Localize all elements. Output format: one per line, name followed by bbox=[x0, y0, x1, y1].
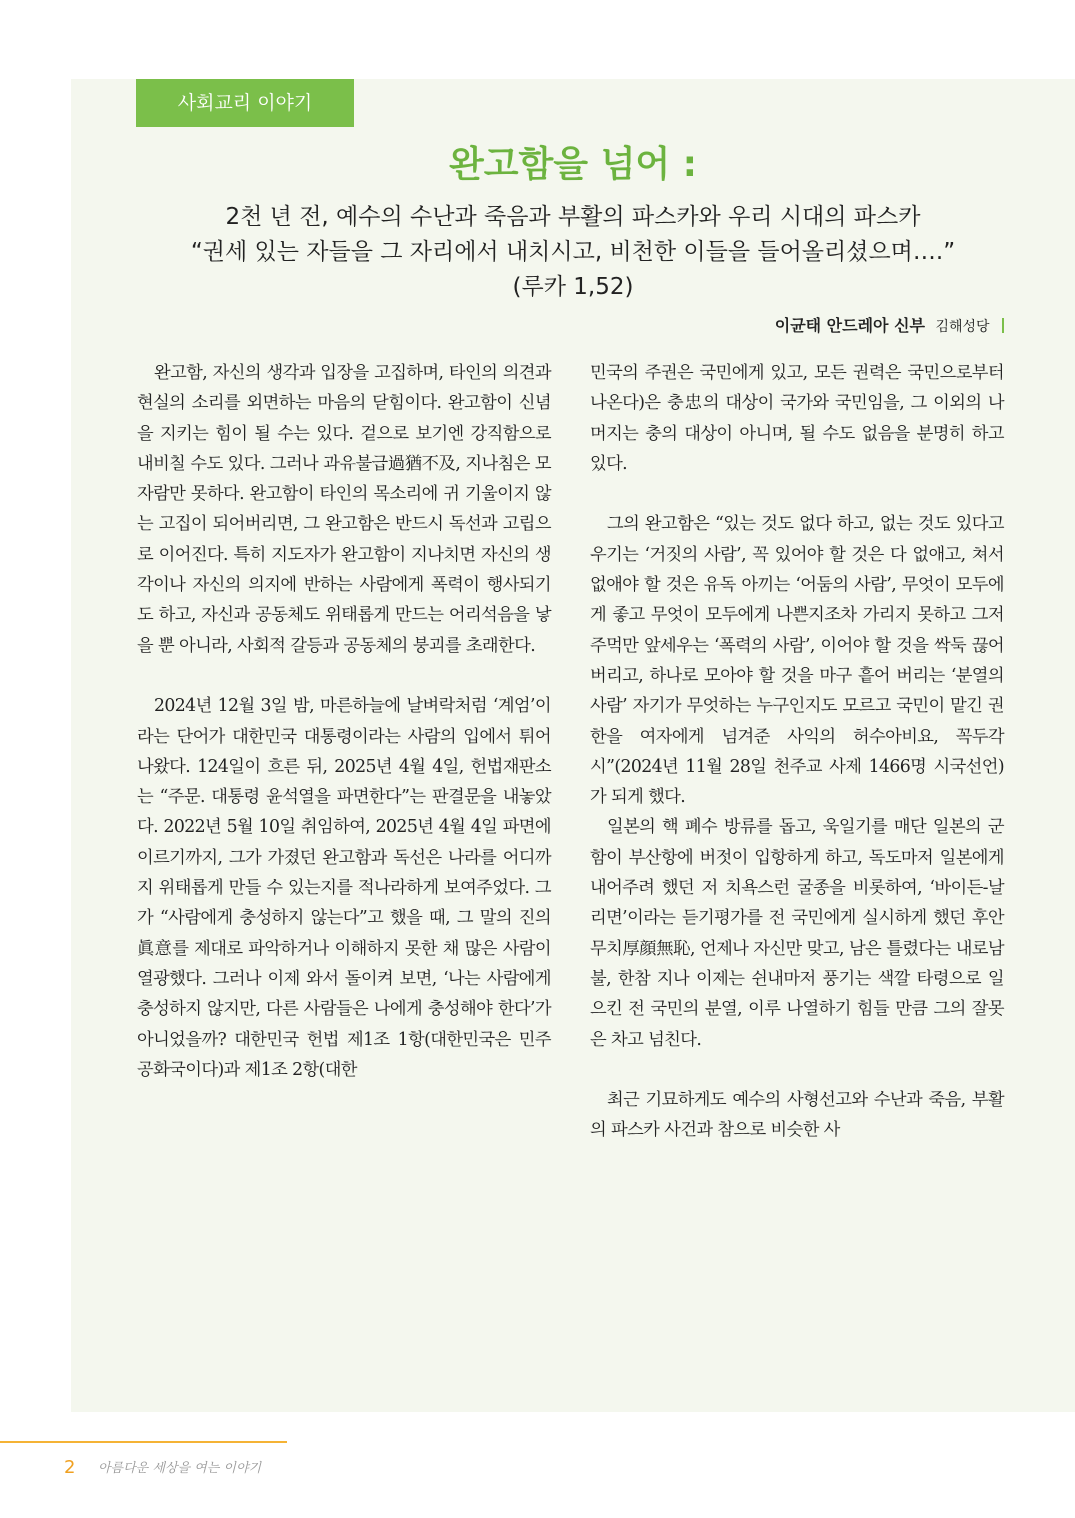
byline-divider bbox=[1002, 318, 1004, 333]
body-column-left bbox=[137, 358, 551, 1085]
author-byline bbox=[775, 315, 1004, 338]
footer-rule bbox=[0, 1441, 287, 1443]
paragraph: 그의 완고함은 “있는 것도 없다 하고, 없는 것도 있다고 우기는 ‘거짓의 사람’, 꼭 있어야 할 것은 다 없애고, 쳐서 없애야 할 것은 유독 아끼는 ‘어둠의 사람’, 무엇이 모두에게 좋고 무엇이 모두에게 나쁜지조차 가리지 못하고 그저 주먹만 앞세우는 ‘폭력의 사람’, 이어야 할 것을 싹둑 끊어 버리고, 하나로 모아야 할 것을 마구 흩어 버리는 ‘분열의 사람’ 자기가 무엇하는 누구인지도 모르고 국민이 맡긴 권한을 여자에게 넘겨준 사익의 허수아비요, 꼭두각시”(2024년 11월 28일 천주교 사제 1466명 시국선언)가 되게 했다. bbox=[590, 514, 1004, 808]
paragraph: 일본의 핵 폐수 방류를 돕고, 욱일기를 매단 일본의 군함이 부산항에 버젓이 입항하게 하고, 독도마저 일본에게 내어주려 했던 저 치욕스런 굴종을 비롯하여, ‘바이든-날리면’이라는 듣기평가를 전 국민에게 실시하게 했던 후안무치厚顔無恥, 언제나 자신만 맞고, 남은 틀렸다는 내로남불, 한참 지나 이제는 쉰내마저 풍기는 색깔 타령으로 일으킨 전 국민의 분열, 이루 나열하기 힘들 만큼 그의 잘못은 차고 넘친다. bbox=[590, 817, 1004, 1050]
subtitle-line: “권세 있는 자들을 그 자리에서 내치시고, 비천한 이들을 들어올리셨으며….” bbox=[190, 239, 956, 265]
subtitle-line: (루카 1,52) bbox=[512, 274, 634, 300]
section-tag: 사회교리 이야기 bbox=[136, 79, 354, 127]
paragraph: 민국의 주권은 국민에게 있고, 모든 권력은 국민으로부터 나온다)은 충忠의 대상이 국가와 국민임을, 그 이외의 나머지는 충의 대상이 아니며, 될 수도 없음을 분명히 하고 있다. bbox=[590, 363, 1004, 474]
paragraph: 최근 기묘하게도 예수의 사형선고와 수난과 죽음, 부활의 파스카 사건과 참으로 비슷한 사 bbox=[590, 1090, 1004, 1141]
paragraph: 2024년 12월 3일 밤, 마른하늘에 날벼락처럼 ‘계엄’이라는 단어가 대한민국 대통령이라는 사람의 입에서 튀어나왔다. 124일이 흐른 뒤, 2025년 4월 4일, 헌법재판소는 “주문. 대통령 윤석열을 파면한다”는 판결문을 내놓았다. 2022년 5월 10일 취임하여, 2025년 4월 4일 파면에 이르기까지, 그가 가졌던 완고함과 독선은 나라를 어디까지 위태롭게 만들 수 있는지를 적나라하게 보여주었다. 그가 “사람에게 충성하지 않는다”고 했을 때, 그 말의 진의眞意를 제대로 파악하거나 이해하지 못한 채 많은 사람이 열광했다. 그러나 이제 와서 돌이켜 보면, ‘나는 사람에게 충성하지 않지만, 다른 사람들은 나에게 충성해야 한다’가 아니었을까? 대한민국 헌법 제1조 1항(대한민국은 민주공화국이다)과 제1조 2항(대한 bbox=[137, 696, 551, 1080]
author-parish: 김해성당 bbox=[935, 319, 990, 335]
article-title: 완고함을 넘어 : bbox=[448, 144, 698, 185]
publication-name: 아름다운 세상을 여는 이야기 bbox=[98, 1461, 262, 1476]
paragraph: 완고함, 자신의 생각과 입장을 고집하며, 타인의 의견과 현실의 소리를 외면하는 마음의 닫힘이다. 완고함이 신념을 지키는 힘이 될 수는 있다. 겉으로 보기엔 강직함으로 내비칠 수도 있다. 그러나 과유불급過猶不及, 지나침은 모자람만 못하다. 완고함이 타인의 목소리에 귀 기울이지 않는 고집이 되어버리면, 그 완고함은 반드시 독선과 고립으로 이어진다. 특히 지도자가 완고함이 지나치면 자신의 생각이나 자신의 의지에 반하는 사람에게 폭력이 행사되기도 하고, 자신과 공동체도 위태롭게 만드는 어리석음을 낳을 뿐 아니라, 사회적 갈등과 공동체의 붕괴를 초래한다. bbox=[137, 363, 551, 656]
subtitle-line: 2천 년 전, 예수의 수난과 죽음과 부활의 파스카와 우리 시대의 파스카 bbox=[225, 204, 921, 230]
page-number: 2 bbox=[64, 1457, 76, 1478]
author-name: 이균태 안드레아 신부 bbox=[774, 316, 925, 335]
body-column-right bbox=[590, 358, 1004, 1146]
article-subtitle bbox=[71, 200, 1075, 305]
